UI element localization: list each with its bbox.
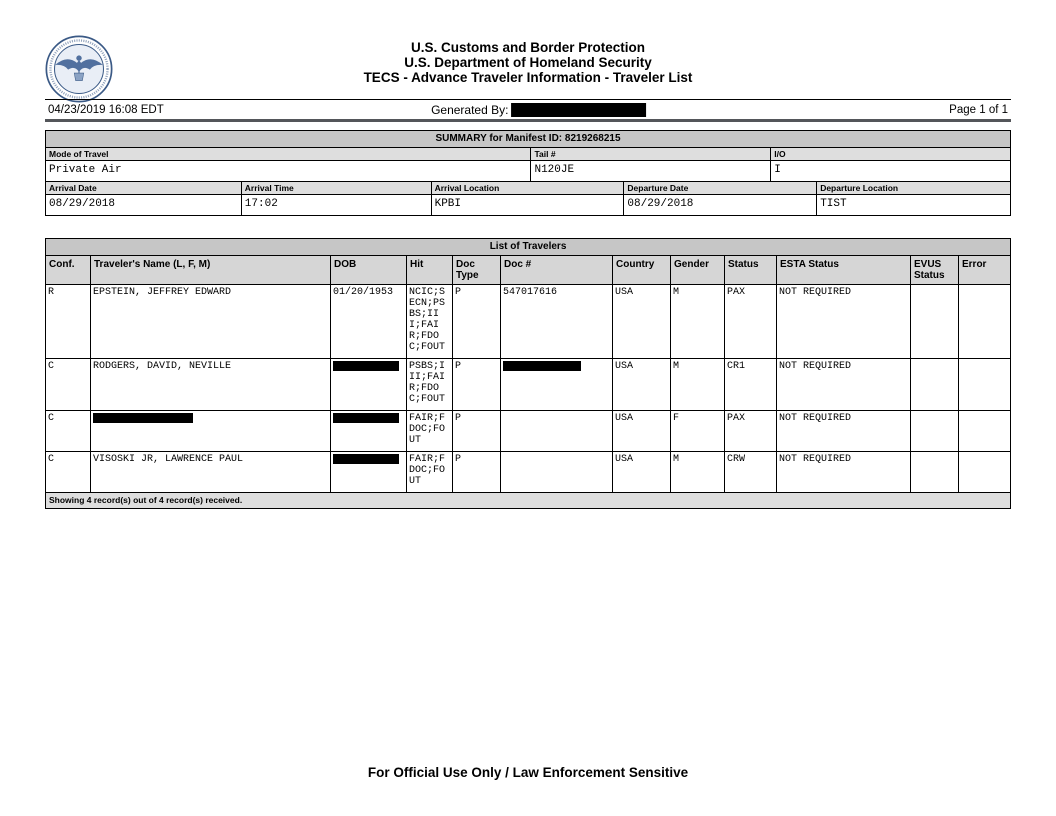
col-gender: Gender: [671, 256, 725, 285]
cell-name: VISOSKI JR, LAWRENCE PAUL: [91, 452, 331, 493]
traveler-row: [46, 452, 1011, 493]
value-io: I: [770, 161, 1010, 181]
cell-country: USA: [613, 285, 671, 359]
value-arrival-time: 17:02: [241, 195, 431, 215]
cell-doc-type: P: [453, 452, 501, 493]
col-doc-number: Doc #: [501, 256, 613, 285]
cell-hit: FAIR;FDOC;FOUT: [407, 411, 453, 452]
cell-status: CR1: [725, 359, 777, 411]
generated-by-redaction-box: [511, 103, 646, 117]
cell-gender: M: [671, 285, 725, 359]
cell-dob: [331, 359, 407, 411]
col-status: Status: [725, 256, 777, 285]
cell-hit: FAIR;FDOC;FOUT: [407, 452, 453, 493]
col-esta-status: ESTA Status: [777, 256, 911, 285]
col-country: Country: [613, 256, 671, 285]
col-travelers-name: Traveler's Name (L, F, M): [91, 256, 331, 285]
cell-esta-status: NOT REQUIRED: [777, 411, 911, 452]
title-line-1: U.S. Customs and Border Protection: [410, 40, 646, 55]
cell-gender: M: [671, 359, 725, 411]
cell-conf: C: [46, 411, 91, 452]
traveler-row: [46, 411, 1011, 452]
cell-error: [959, 411, 1011, 452]
travelers-footer-row: [46, 493, 1011, 509]
cell-doc-number: [501, 452, 613, 493]
value-departure-location: TIST: [816, 195, 1010, 215]
cell-status: PAX: [725, 285, 777, 359]
redaction-box: [333, 361, 399, 371]
cell-status: PAX: [725, 411, 777, 452]
summary-labels-row-1: [46, 147, 1010, 160]
summary-values-row-2: [46, 194, 1010, 215]
col-conf: Conf.: [46, 256, 91, 285]
title-line-2: U.S. Department of Homeland Security: [404, 55, 652, 70]
cell-evus-status: [911, 452, 959, 493]
cell-evus-status: [911, 359, 959, 411]
report-header: [0, 0, 1056, 85]
cell-evus-status: [911, 411, 959, 452]
report-timestamp: 04/23/2019 16:08 EDT: [48, 104, 164, 116]
travelers-title-row: [46, 239, 1011, 256]
value-departure-date: 08/29/2018: [623, 195, 816, 215]
col-error: Error: [959, 256, 1011, 285]
col-evus-status: EVUS Status: [911, 256, 959, 285]
cell-name: [91, 411, 331, 452]
generated-by: [431, 103, 646, 117]
summary-table: [45, 130, 1011, 216]
travelers-table: [45, 238, 1011, 509]
cell-doc-number: 547017616: [501, 285, 613, 359]
col-dob: DOB: [331, 256, 407, 285]
info-bar: [45, 99, 1011, 122]
generated-by-label: Generated By:: [431, 103, 509, 117]
cell-esta-status: NOT REQUIRED: [777, 359, 911, 411]
col-hit: Hit: [407, 256, 453, 285]
cell-gender: M: [671, 452, 725, 493]
cell-dob: 01/20/1953: [331, 285, 407, 359]
cell-country: USA: [613, 452, 671, 493]
summary-title: SUMMARY for Manifest ID: 8219268215: [46, 131, 1010, 147]
cell-hit: PSBS;III;FAIR;FDOC;FOUT: [407, 359, 453, 411]
traveler-row: [46, 359, 1011, 411]
label-arrival-time: Arrival Time: [241, 182, 431, 194]
traveler-row: [46, 285, 1011, 359]
dhs-seal-icon: [45, 35, 113, 103]
page-number: Page 1 of 1: [949, 104, 1008, 116]
redaction-box: [333, 413, 399, 423]
value-arrival-date: 08/29/2018: [49, 198, 116, 210]
cell-doc-type: P: [453, 285, 501, 359]
cell-doc-type: P: [453, 359, 501, 411]
label-departure-location: Departure Location: [816, 182, 1010, 194]
cell-error: [959, 452, 1011, 493]
cell-doc-type: P: [453, 411, 501, 452]
label-arrival-location: Arrival Location: [431, 182, 624, 194]
cell-name: EPSTEIN, JEFFREY EDWARD: [91, 285, 331, 359]
value-mode-of-travel: Private Air: [49, 164, 122, 176]
cell-country: USA: [613, 359, 671, 411]
cell-doc-number: [501, 359, 613, 411]
cell-conf: C: [46, 359, 91, 411]
summary-labels-row-2: [46, 181, 1010, 194]
cell-error: [959, 285, 1011, 359]
cell-error: [959, 359, 1011, 411]
cell-esta-status: NOT REQUIRED: [777, 452, 911, 493]
cell-esta-status: NOT REQUIRED: [777, 285, 911, 359]
label-mode-of-travel: Mode of Travel: [46, 148, 530, 160]
cell-gender: F: [671, 411, 725, 452]
label-tail-number: Tail #: [530, 148, 770, 160]
cell-dob: [331, 411, 407, 452]
cell-status: CRW: [725, 452, 777, 493]
value-arrival-location: KPBI: [431, 195, 624, 215]
travelers-header-row: [46, 256, 1011, 285]
cell-conf: R: [46, 285, 91, 359]
label-arrival-date: Arrival Date: [46, 182, 241, 194]
summary-values-row-1: [46, 160, 1010, 181]
record-count-text: Showing 4 record(s) out of 4 record(s) received.: [46, 493, 1011, 509]
label-departure-date: Departure Date: [623, 182, 816, 194]
travelers-title: List of Travelers: [46, 239, 1011, 256]
cell-dob: [331, 452, 407, 493]
label-io: I/O: [770, 148, 1010, 160]
col-doc-type: Doc Type: [453, 256, 501, 285]
title-line-3: TECS - Advance Traveler Information - Traveler List: [363, 70, 693, 85]
cell-name: RODGERS, DAVID, NEVILLE: [91, 359, 331, 411]
cell-evus-status: [911, 285, 959, 359]
redaction-box: [333, 454, 399, 464]
redaction-box: [93, 413, 193, 423]
value-tail-number: N120JE: [530, 161, 770, 181]
cell-country: USA: [613, 411, 671, 452]
cell-doc-number: [501, 411, 613, 452]
cell-conf: C: [46, 452, 91, 493]
cell-hit: NCIC;SECN;PSBS;III;FAIR;FDOC;FOUT: [407, 285, 453, 359]
sensitivity-footer: For Official Use Only / Law Enforcement Sensitive: [367, 765, 689, 780]
redaction-box: [503, 361, 581, 371]
